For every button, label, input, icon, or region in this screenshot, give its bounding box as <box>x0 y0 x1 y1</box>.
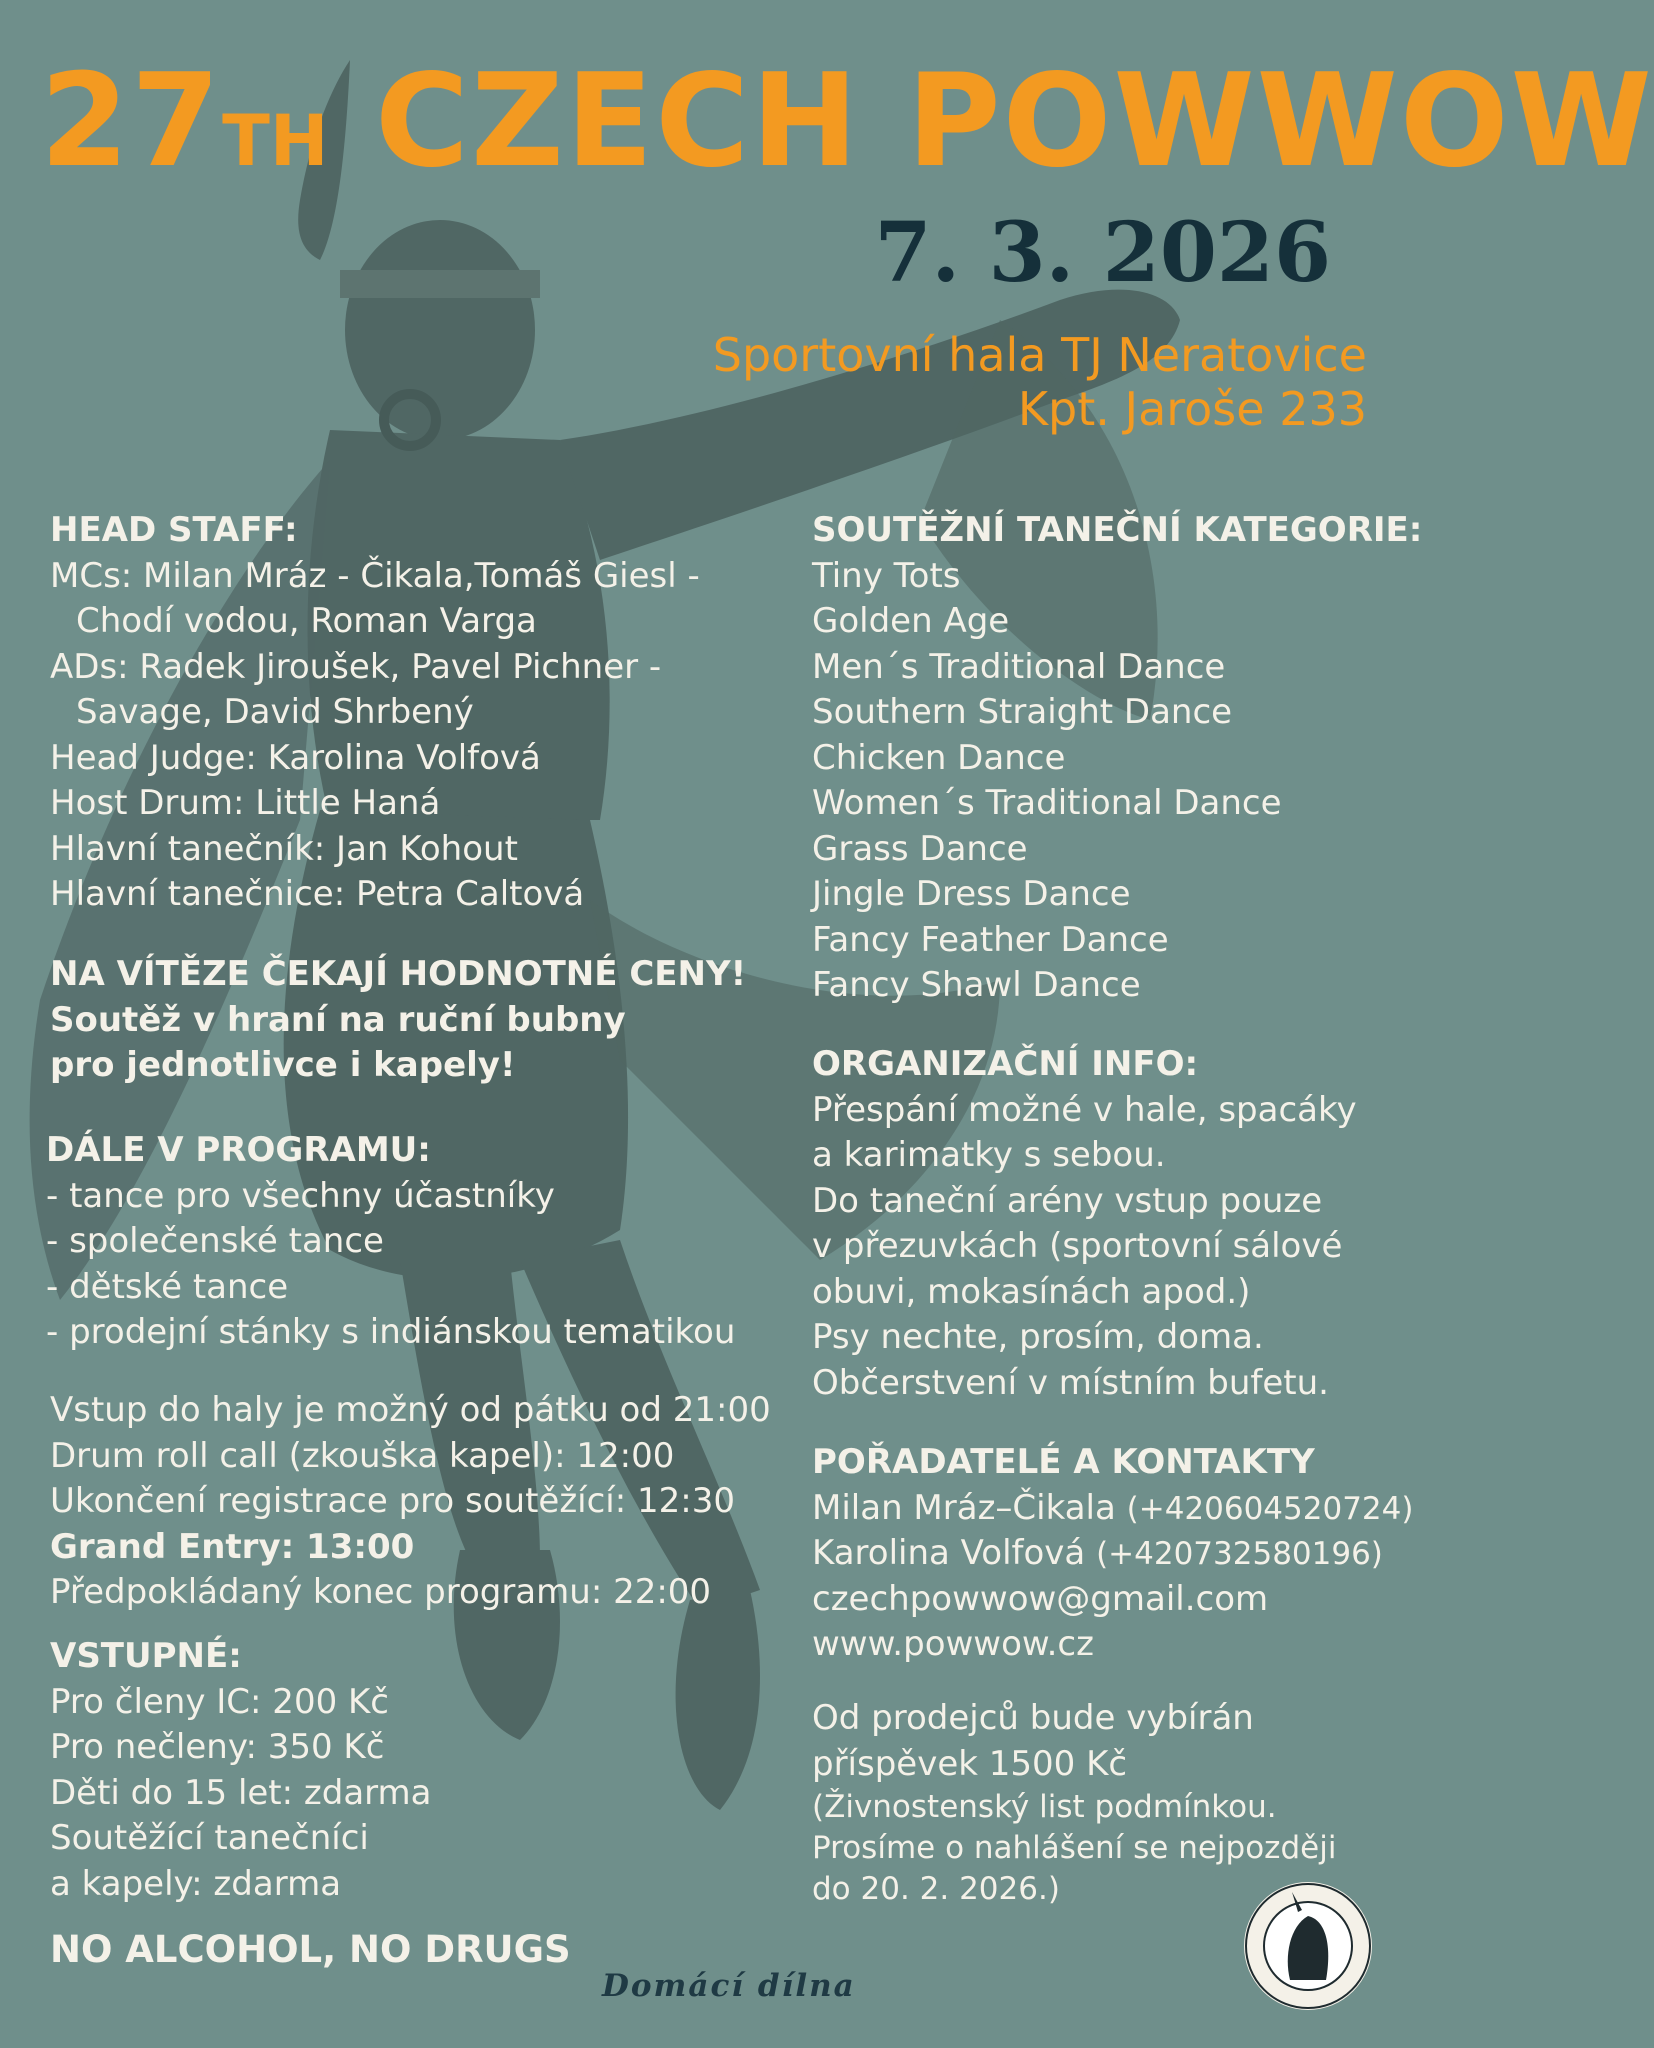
head-staff-line: Head Judge: Karolina Volfová <box>50 737 541 778</box>
title-number: 27 <box>40 47 223 196</box>
head-staff-line: Savage, David Shrbený <box>76 692 474 732</box>
head-staff-line: Host Drum: Little Haná <box>50 783 441 823</box>
head-staff-line: Hlavní tanečnice: Petra Caltová <box>50 874 585 914</box>
prizes-heading: NA VÍTĚZE ČEKAJÍ HODNOTNÉ CENY! <box>50 954 747 994</box>
program-section <box>46 1128 735 1356</box>
event-title <box>40 47 1654 196</box>
org-info-heading: ORGANIZAČNÍ INFO: <box>812 1044 1199 1084</box>
admission-line: Děti do 15 let: zdarma <box>50 1772 432 1813</box>
org-info-section <box>812 1042 1357 1406</box>
head-staff-line: ADs: Radek Jiroušek, Pavel Pichner - <box>50 646 662 687</box>
schedule-line: Drum roll call (zkouška kapel): 12:00 <box>50 1435 675 1476</box>
schedule-line: Předpokládaný konec programu: 22:00 <box>50 1572 712 1612</box>
contact-name: Karolina Volfová <box>812 1533 1086 1573</box>
admission-line: a kapely: zdarma <box>50 1863 342 1904</box>
contact-line <box>812 1531 1413 1577</box>
schedule-line: Vstup do haly je možný od pátku od 21:00 <box>50 1390 771 1430</box>
org-info-line: Přespání možné v hale, spacáky <box>812 1089 1357 1130</box>
head-staff-line: MCs: Milan Mráz - Čikala,Tomáš Giesl - <box>50 555 700 596</box>
org-info-line: Do taneční arény vstup pouze <box>812 1180 1323 1221</box>
vendors-line: příspěvek 1500 Kč <box>812 1743 1128 1784</box>
contact-name: Milan Mráz–Čikala <box>812 1487 1116 1528</box>
event-venue <box>713 328 1367 436</box>
admission-line: Pro členy IC: 200 Kč <box>50 1681 390 1722</box>
vendors-note: do 20. 2. 2026.) <box>812 1871 1060 1907</box>
contacts-heading: POŘADATELÉ A KONTAKTY <box>812 1442 1315 1482</box>
contact-line <box>812 1486 1413 1532</box>
venue-address: Kpt. Jaroše 233 <box>1017 382 1367 436</box>
org-info-line: obuvi, mokasínách apod.) <box>812 1271 1251 1312</box>
program-item: - dětské tance <box>46 1266 289 1307</box>
prizes-section <box>50 952 746 1089</box>
program-item: - společenské tance <box>46 1221 384 1261</box>
venue-name: Sportovní hala TJ Neratovice <box>712 328 1367 382</box>
org-info-line: Psy nechte, prosím, doma. <box>812 1317 1264 1357</box>
org-info-line: Občerstvení v místním bufetu. <box>812 1362 1329 1403</box>
title-main: CZECH POWWOW <box>375 47 1654 196</box>
category-item: Southern Straight Dance <box>812 692 1233 732</box>
contact-phone: (+420732580196) <box>1096 1536 1383 1572</box>
admission-heading: VSTUPNÉ: <box>50 1636 242 1676</box>
category-item: Fancy Shawl Dance <box>812 965 1141 1005</box>
org-info-line: a karimatky s sebou. <box>812 1135 1166 1175</box>
head-staff-section <box>50 508 700 918</box>
category-item: Men´s Traditional Dance <box>812 646 1226 687</box>
head-staff-line: Chodí vodou, Roman Varga <box>76 601 537 641</box>
program-heading: DÁLE V PROGRAMU: <box>46 1130 431 1170</box>
category-item: Chicken Dance <box>812 737 1066 778</box>
grand-entry: Grand Entry: 13:00 <box>50 1526 415 1567</box>
designer-signature: Domácí dílna <box>602 1968 856 2004</box>
category-item: Women´s Traditional Dance <box>812 783 1282 823</box>
contact-email[interactable]: czechpowwow@gmail.com <box>812 1578 1269 1619</box>
prizes-line: pro jednotlivce i kapely! <box>50 1045 516 1085</box>
categories-heading: SOUTĚŽNÍ TANEČNÍ KATEGORIE: <box>812 510 1423 550</box>
contact-web[interactable]: www.powwow.cz <box>812 1624 1094 1664</box>
category-item: Tiny Tots <box>812 555 961 596</box>
vendors-note: Prosíme o nahlášení se nejpozději <box>812 1830 1337 1866</box>
org-info-line: v přezuvkách (sportovní sálové <box>812 1226 1343 1266</box>
schedule-section <box>50 1388 771 1616</box>
contacts-section <box>812 1440 1413 1668</box>
head-staff-line: Hlavní tanečník: Jan Kohout <box>50 828 518 869</box>
category-item: Golden Age <box>812 601 1010 641</box>
corral-westerners-seal-icon <box>1238 1876 1378 2016</box>
contact-phone: (+420604520724) <box>1126 1490 1414 1527</box>
event-date: 7. 3. 2026 <box>874 205 1331 301</box>
category-item: Grass Dance <box>812 828 1028 869</box>
head-staff-heading: HEAD STAFF: <box>50 510 298 550</box>
schedule-line: Ukončení registrace pro soutěžící: 12:30 <box>50 1481 735 1521</box>
title-suffix: TH <box>222 100 329 182</box>
vendors-note: (Živnostenský list podmínkou. <box>812 1789 1277 1825</box>
category-item: Fancy Feather Dance <box>812 919 1169 960</box>
no-alcohol-notice: NO ALCOHOL, NO DRUGS <box>50 1928 571 1971</box>
admission-line: Pro nečleny: 350 Kč <box>50 1727 385 1767</box>
admission-section <box>50 1634 432 1907</box>
program-item: - prodejní stánky s indiánskou tematikou <box>46 1312 736 1352</box>
prizes-line: Soutěž v hraní na ruční bubny <box>50 999 626 1040</box>
vendors-line: Od prodejců bude vybírán <box>812 1698 1254 1738</box>
admission-line: Soutěžící tanečníci <box>50 1818 369 1858</box>
categories-section <box>812 508 1422 1009</box>
category-item: Jingle Dress Dance <box>812 874 1131 914</box>
program-item: - tance pro všechny účastníky <box>46 1175 555 1216</box>
